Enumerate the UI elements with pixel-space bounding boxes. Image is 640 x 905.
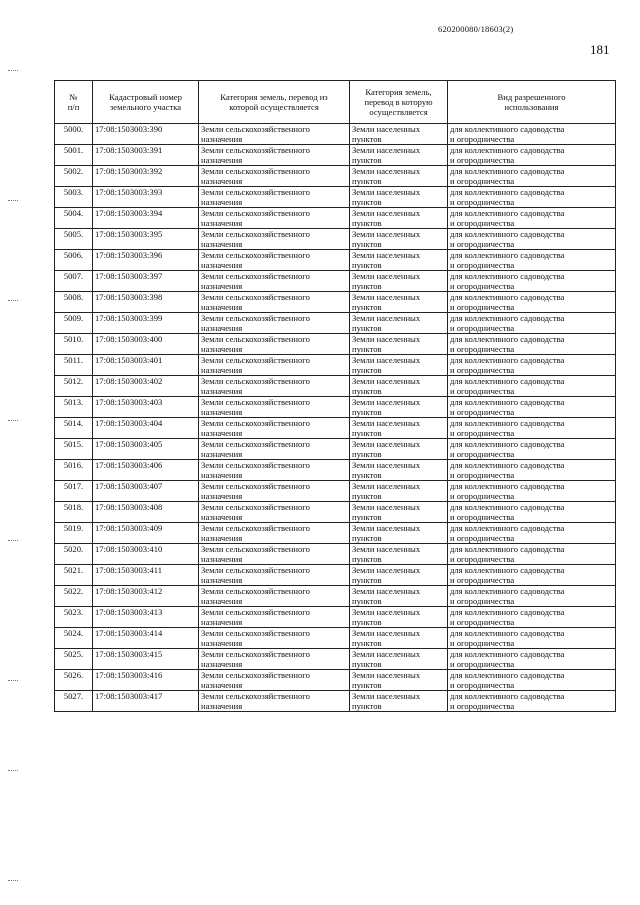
table-row (55, 649, 616, 670)
cadastral-number: 17:08:1503003:392 (93, 166, 199, 187)
table-row (55, 124, 616, 145)
to-category: Земли населенных пунктов (350, 208, 448, 229)
to-category: Земли населенных пунктов (350, 124, 448, 145)
use-type: для коллективного садоводства и огородничества (448, 460, 616, 481)
table-row (55, 271, 616, 292)
from-category: Земли сельскохозяйственного назначения (199, 334, 350, 355)
scan-mark (8, 770, 18, 772)
to-category: Земли населенных пунктов (350, 334, 448, 355)
use-type: для коллективного садоводства и огородничества (448, 691, 616, 712)
cadastral-number: 17:08:1503003:401 (93, 355, 199, 376)
table-row (55, 607, 616, 628)
cadastral-number: 17:08:1503003:406 (93, 460, 199, 481)
row-number: 5027. (55, 691, 93, 712)
cadastral-number: 17:08:1503003:390 (93, 124, 199, 145)
table-row (55, 586, 616, 607)
use-type: для коллективного садоводства и огородничества (448, 397, 616, 418)
margin-scan-marks (0, 0, 30, 905)
cadastral-number: 17:08:1503003:409 (93, 523, 199, 544)
row-number: 5021. (55, 565, 93, 586)
to-category: Земли населенных пунктов (350, 271, 448, 292)
cadastral-number: 17:08:1503003:397 (93, 271, 199, 292)
from-category: Земли сельскохозяйственного назначения (199, 439, 350, 460)
cadastral-number: 17:08:1503003:405 (93, 439, 199, 460)
use-type: для коллективного садоводства и огородничества (448, 523, 616, 544)
cadastral-number: 17:08:1503003:407 (93, 481, 199, 502)
header-cadastral-number: Кадастровый номер земельного участка (93, 81, 199, 124)
use-type: для коллективного садоводства и огородничества (448, 229, 616, 250)
from-category: Земли сельскохозяйственного назначения (199, 418, 350, 439)
header-number: № п/п (55, 81, 93, 124)
use-type: для коллективного садоводства и огородничества (448, 334, 616, 355)
table-row (55, 544, 616, 565)
row-number: 5022. (55, 586, 93, 607)
row-number: 5005. (55, 229, 93, 250)
cadastral-number: 17:08:1503003:398 (93, 292, 199, 313)
table-row (55, 229, 616, 250)
from-category: Земли сельскохозяйственного назначения (199, 145, 350, 166)
row-number: 5018. (55, 502, 93, 523)
from-category: Земли сельскохозяйственного назначения (199, 460, 350, 481)
table-row (55, 292, 616, 313)
row-number: 5008. (55, 292, 93, 313)
from-category: Земли сельскохозяйственного назначения (199, 124, 350, 145)
from-category: Земли сельскохозяйственного назначения (199, 523, 350, 544)
to-category: Земли населенных пунктов (350, 460, 448, 481)
table-row (55, 397, 616, 418)
cadastral-number: 17:08:1503003:404 (93, 418, 199, 439)
row-number: 5015. (55, 439, 93, 460)
page-number: 181 (590, 42, 610, 57)
use-type: для коллективного садоводства и огородничества (448, 271, 616, 292)
to-category: Земли населенных пунктов (350, 250, 448, 271)
scan-mark (8, 70, 18, 72)
from-category: Земли сельскохозяйственного назначения (199, 397, 350, 418)
cadastral-number: 17:08:1503003:408 (93, 502, 199, 523)
table-row (55, 670, 616, 691)
cadastral-number: 17:08:1503003:412 (93, 586, 199, 607)
cadastral-number: 17:08:1503003:393 (93, 187, 199, 208)
cadastral-number: 17:08:1503003:414 (93, 628, 199, 649)
from-category: Земли сельскохозяйственного назначения (199, 649, 350, 670)
cadastral-number: 17:08:1503003:399 (93, 313, 199, 334)
row-number: 5026. (55, 670, 93, 691)
use-type: для коллективного садоводства и огородничества (448, 187, 616, 208)
table-row (55, 355, 616, 376)
from-category: Земли сельскохозяйственного назначения (199, 544, 350, 565)
from-category: Земли сельскохозяйственного назначения (199, 271, 350, 292)
cadastral-number: 17:08:1503003:417 (93, 691, 199, 712)
row-number: 5012. (55, 376, 93, 397)
cadastral-number: 17:08:1503003:413 (93, 607, 199, 628)
table-row (55, 523, 616, 544)
scan-mark (8, 540, 18, 542)
cadastral-number: 17:08:1503003:395 (93, 229, 199, 250)
cadastral-number: 17:08:1503003:416 (93, 670, 199, 691)
use-type: для коллективного садоводства и огородничества (448, 250, 616, 271)
use-type: для коллективного садоводства и огородничества (448, 355, 616, 376)
cadastral-number: 17:08:1503003:402 (93, 376, 199, 397)
to-category: Земли населенных пунктов (350, 418, 448, 439)
to-category: Земли населенных пунктов (350, 313, 448, 334)
to-category: Земли населенных пунктов (350, 586, 448, 607)
row-number: 5024. (55, 628, 93, 649)
row-number: 5007. (55, 271, 93, 292)
scan-mark (8, 200, 18, 202)
cadastral-number: 17:08:1503003:400 (93, 334, 199, 355)
cadastral-number: 17:08:1503003:394 (93, 208, 199, 229)
from-category: Земли сельскохозяйственного назначения (199, 502, 350, 523)
use-type: для коллективного садоводства и огородничества (448, 124, 616, 145)
scan-mark (8, 880, 18, 882)
from-category: Земли сельскохозяйственного назначения (199, 481, 350, 502)
use-type: для коллективного садоводства и огородничества (448, 502, 616, 523)
to-category: Земли населенных пунктов (350, 376, 448, 397)
row-number: 5003. (55, 187, 93, 208)
table-row (55, 334, 616, 355)
from-category: Земли сельскохозяйственного назначения (199, 670, 350, 691)
table-row (55, 145, 616, 166)
table-row (55, 439, 616, 460)
scan-mark (8, 680, 18, 682)
use-type: для коллективного садоводства и огородничества (448, 208, 616, 229)
use-type: для коллективного садоводства и огородничества (448, 649, 616, 670)
cadastral-number: 17:08:1503003:391 (93, 145, 199, 166)
row-number: 5023. (55, 607, 93, 628)
from-category: Земли сельскохозяйственного назначения (199, 187, 350, 208)
land-plots-table (54, 80, 616, 712)
table-row (55, 418, 616, 439)
to-category: Земли населенных пунктов (350, 439, 448, 460)
table-row (55, 628, 616, 649)
row-number: 5010. (55, 334, 93, 355)
use-type: для коллективного садоводства и огородничества (448, 313, 616, 334)
use-type: для коллективного садоводства и огородничества (448, 628, 616, 649)
to-category: Земли населенных пунктов (350, 187, 448, 208)
cadastral-number: 17:08:1503003:396 (93, 250, 199, 271)
to-category: Земли населенных пунктов (350, 145, 448, 166)
to-category: Земли населенных пунктов (350, 166, 448, 187)
use-type: для коллективного садоводства и огородничества (448, 670, 616, 691)
use-type: для коллективного садоводства и огородничества (448, 145, 616, 166)
header-use-type: Вид разрешенного использования (448, 81, 616, 124)
row-number: 5011. (55, 355, 93, 376)
cadastral-number: 17:08:1503003:403 (93, 397, 199, 418)
from-category: Земли сельскохозяйственного назначения (199, 229, 350, 250)
scan-mark (8, 420, 18, 422)
to-category: Земли населенных пунктов (350, 607, 448, 628)
row-number: 5017. (55, 481, 93, 502)
table-row (55, 565, 616, 586)
row-number: 5016. (55, 460, 93, 481)
table-row (55, 166, 616, 187)
row-number: 5019. (55, 523, 93, 544)
to-category: Земли населенных пунктов (350, 691, 448, 712)
to-category: Земли населенных пунктов (350, 544, 448, 565)
from-category: Земли сельскохозяйственного назначения (199, 586, 350, 607)
table-body (55, 124, 616, 712)
use-type: для коллективного садоводства и огородничества (448, 586, 616, 607)
from-category: Земли сельскохозяйственного назначения (199, 565, 350, 586)
table-row (55, 313, 616, 334)
use-type: для коллективного садоводства и огородничества (448, 565, 616, 586)
use-type: для коллективного садоводства и огородничества (448, 544, 616, 565)
to-category: Земли населенных пунктов (350, 355, 448, 376)
use-type: для коллективного садоводства и огородничества (448, 607, 616, 628)
from-category: Земли сельскохозяйственного назначения (199, 313, 350, 334)
table-row (55, 187, 616, 208)
to-category: Земли населенных пунктов (350, 502, 448, 523)
row-number: 5004. (55, 208, 93, 229)
to-category: Земли населенных пунктов (350, 229, 448, 250)
from-category: Земли сельскохозяйственного назначения (199, 208, 350, 229)
from-category: Земли сельскохозяйственного назначения (199, 691, 350, 712)
from-category: Земли сельскохозяйственного назначения (199, 628, 350, 649)
from-category: Земли сельскохозяйственного назначения (199, 376, 350, 397)
row-number: 5006. (55, 250, 93, 271)
use-type: для коллективного садоводства и огородничества (448, 166, 616, 187)
table-row (55, 460, 616, 481)
from-category: Земли сельскохозяйственного назначения (199, 166, 350, 187)
use-type: для коллективного садоводства и огородничества (448, 439, 616, 460)
row-number: 5014. (55, 418, 93, 439)
use-type: для коллективного садоводства и огородничества (448, 292, 616, 313)
to-category: Земли населенных пунктов (350, 523, 448, 544)
row-number: 5025. (55, 649, 93, 670)
document-code: 620200080/18603(2) (438, 24, 514, 34)
to-category: Земли населенных пунктов (350, 670, 448, 691)
row-number: 5002. (55, 166, 93, 187)
to-category: Земли населенных пунктов (350, 649, 448, 670)
cadastral-number: 17:08:1503003:415 (93, 649, 199, 670)
use-type: для коллективного садоводства и огородничества (448, 481, 616, 502)
to-category: Земли населенных пунктов (350, 397, 448, 418)
row-number: 5009. (55, 313, 93, 334)
table-row (55, 250, 616, 271)
row-number: 5001. (55, 145, 93, 166)
to-category: Земли населенных пунктов (350, 481, 448, 502)
from-category: Земли сельскохозяйственного назначения (199, 355, 350, 376)
to-category: Земли населенных пунктов (350, 565, 448, 586)
from-category: Земли сельскохозяйственного назначения (199, 250, 350, 271)
header-from-category: Категория земель, перевод из которой осуществляется (199, 81, 350, 124)
scan-mark (8, 300, 18, 302)
row-number: 5020. (55, 544, 93, 565)
cadastral-number: 17:08:1503003:411 (93, 565, 199, 586)
to-category: Земли населенных пунктов (350, 628, 448, 649)
from-category: Земли сельскохозяйственного назначения (199, 292, 350, 313)
table-header-row (55, 81, 616, 124)
table-row (55, 481, 616, 502)
use-type: для коллективного садоводства и огородничества (448, 376, 616, 397)
row-number: 5013. (55, 397, 93, 418)
table-row (55, 208, 616, 229)
table-row (55, 376, 616, 397)
table-row (55, 502, 616, 523)
from-category: Земли сельскохозяйственного назначения (199, 607, 350, 628)
header-to-category: Категория земель, перевод в которую осуществляется (350, 81, 448, 124)
table-row (55, 691, 616, 712)
to-category: Земли населенных пунктов (350, 292, 448, 313)
row-number: 5000. (55, 124, 93, 145)
use-type: для коллективного садоводства и огородничества (448, 418, 616, 439)
cadastral-number: 17:08:1503003:410 (93, 544, 199, 565)
